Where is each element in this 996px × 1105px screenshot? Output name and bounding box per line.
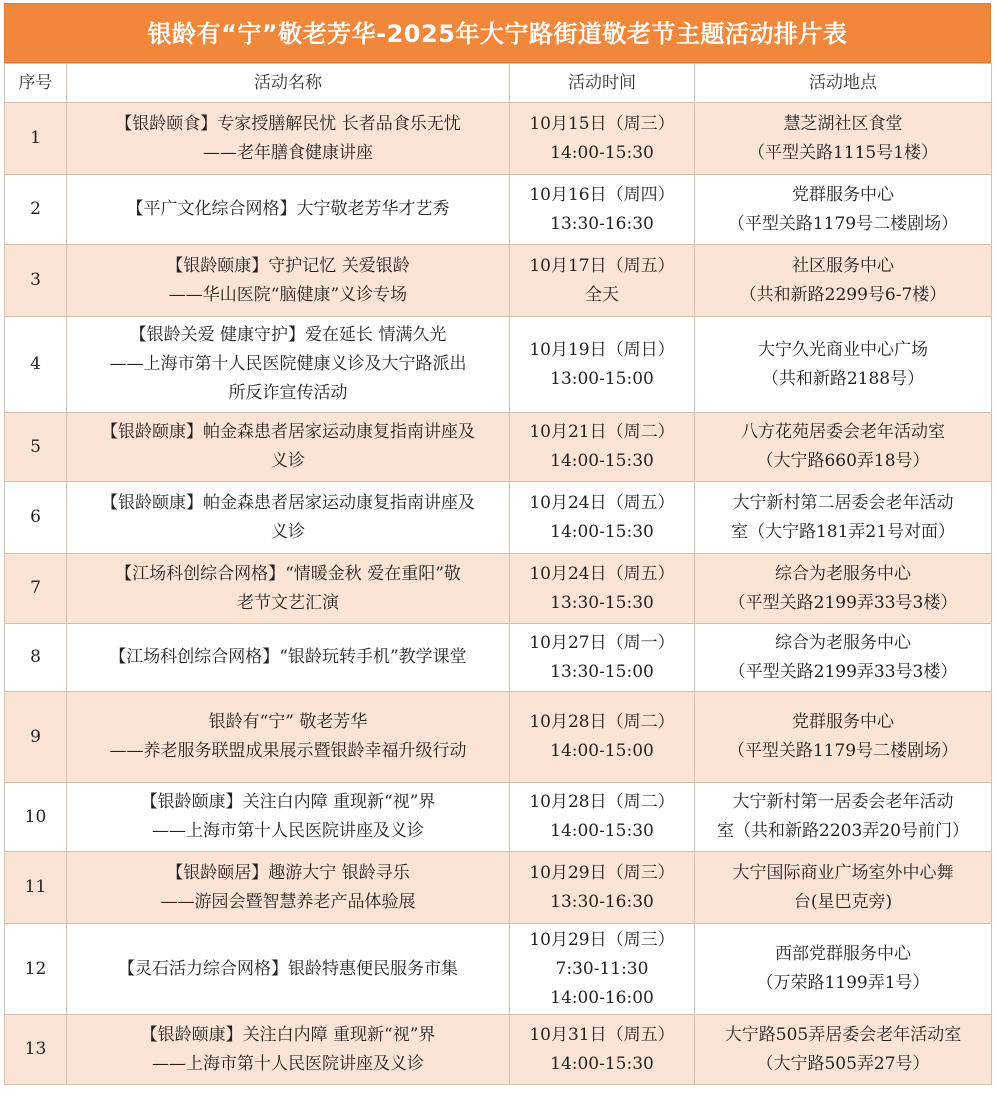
table-row — [5, 852, 992, 924]
activity-name-line: 【银龄颐居】趣游大宁 银龄寻乐 — [166, 862, 410, 883]
table-row — [5, 1015, 992, 1085]
activity-place-line: 综合为老服务中心 — [775, 563, 911, 584]
activity-time-line: 全天 — [585, 284, 619, 305]
activity-time-cell — [510, 692, 695, 783]
activity-name-line: 【银龄颐康】关注白内障 重现新“视”界 — [140, 792, 436, 812]
row-number: 1 — [5, 103, 67, 175]
activity-name-line: 银龄有“宁” 敬老芳华 — [208, 712, 368, 732]
activity-name-cell — [67, 692, 510, 783]
activity-time-line: 14:00-16:00 — [550, 987, 654, 1008]
activity-time-cell — [510, 783, 695, 852]
activity-time-cell — [510, 924, 695, 1015]
row-number: 2 — [5, 175, 67, 245]
activity-place-line: （万荣路1199弄1号） — [756, 973, 930, 993]
row-number: 6 — [5, 482, 67, 554]
activity-time-line: 14:00-15:30 — [550, 1053, 654, 1074]
activity-name-line: ——上海市第十人民医院讲座及义诊 — [152, 1053, 424, 1074]
activity-place-line: 台(星巴克旁) — [793, 891, 893, 912]
activity-name-line: 义诊 — [271, 451, 305, 471]
activity-place-cell — [695, 175, 992, 245]
activity-time-cell — [510, 175, 695, 245]
activity-time-line: 10月15日（周三） — [529, 113, 675, 134]
row-number: 11 — [5, 852, 67, 924]
table-row — [5, 245, 992, 317]
row-number: 3 — [5, 245, 67, 317]
row-number: 4 — [5, 317, 67, 413]
row-number: 13 — [5, 1015, 67, 1085]
activity-name-cell — [67, 245, 510, 317]
activity-place-line: （平型关路2199弄33号3楼） — [728, 661, 958, 682]
activity-time-line: 10月24日（周五） — [529, 492, 675, 513]
activity-place-cell — [695, 924, 992, 1015]
table-row — [5, 554, 992, 624]
activity-place-line: 综合为老服务中心 — [775, 632, 911, 653]
activity-time-line: 10月28日（周二） — [529, 712, 675, 732]
activity-time-line: 13:00-15:00 — [550, 368, 654, 389]
activity-name-line: ——游园会暨智慧养老产品体验展 — [160, 891, 416, 912]
table-row — [5, 692, 992, 783]
activity-time-line: 13:30-16:30 — [550, 891, 654, 912]
activity-name-cell — [67, 783, 510, 852]
activity-name-line: 【银龄颐康】守护记忆 关爱银龄 — [166, 255, 410, 276]
activity-name-line: ——上海市第十人民医院健康义诊及大宁路派出 — [109, 354, 467, 374]
table-row — [5, 317, 992, 413]
activity-place-line: 八方花苑居委会老年活动室 — [741, 422, 945, 442]
activity-place-cell — [695, 624, 992, 692]
activity-time-line: 14:00-15:30 — [550, 142, 654, 163]
table-row — [5, 175, 992, 245]
activity-place-line: 西部党群服务中心 — [775, 944, 911, 964]
activity-place-line: （平型关路1115号1楼） — [747, 142, 939, 163]
activity-name-cell — [67, 103, 510, 175]
activity-time-line: 13:30-16:30 — [550, 213, 654, 234]
activity-name-line: 【银龄颐康】帕金森患者居家运动康复指南讲座及 — [101, 492, 475, 513]
activity-time-cell — [510, 624, 695, 692]
activity-place-cell — [695, 554, 992, 624]
activity-place-cell — [695, 1015, 992, 1085]
activity-time-cell — [510, 554, 695, 624]
activity-name-cell — [67, 852, 510, 924]
activity-name-line: 【银龄颐康】帕金森患者居家运动康复指南讲座及 — [101, 422, 475, 442]
activity-place-cell — [695, 783, 992, 852]
activity-time-cell — [510, 317, 695, 413]
activity-place-line: （共和新路2299号6-7楼） — [739, 284, 947, 305]
activity-name-line: 老节文艺汇演 — [237, 592, 339, 613]
activity-place-line: （大宁路505弄27号） — [756, 1053, 930, 1074]
activity-name-line: 【银龄关爱 健康守护】爱在延长 情满久光 — [129, 325, 447, 345]
activity-name-line: 【江场科创综合网格】“银龄玩转手机”教学课堂 — [109, 647, 467, 667]
table-row — [5, 624, 992, 692]
activity-name-cell — [67, 924, 510, 1015]
activity-name-line: ——养老服务联盟成果展示暨银龄幸福升级行动 — [109, 741, 467, 761]
activity-name-line: 【灵石活力综合网格】银龄特惠便民服务市集 — [118, 958, 458, 979]
activity-time-line: 10月27日（周一） — [529, 632, 675, 653]
activity-place-line: 党群服务中心 — [792, 184, 894, 205]
activity-time-cell — [510, 103, 695, 175]
activity-place-line: 慧芝湖社区食堂 — [783, 113, 903, 134]
table-row — [5, 924, 992, 1015]
activity-time-line: 14:00-15:30 — [550, 821, 654, 841]
activity-name-cell — [67, 482, 510, 554]
row-number: 8 — [5, 624, 67, 692]
activity-place-cell — [695, 852, 992, 924]
activity-time-line: 13:30-15:00 — [550, 661, 654, 682]
row-number: 10 — [5, 783, 67, 852]
activity-time-line: 10月29日（周三） — [529, 929, 675, 950]
schedule-table — [4, 63, 992, 1085]
activity-place-cell — [695, 103, 992, 175]
activity-place-line: 党群服务中心 — [792, 712, 894, 732]
activity-place-line: （平型关路2199弄33号3楼） — [728, 592, 958, 613]
activity-name-cell — [67, 554, 510, 624]
activity-time-line: 10月16日（周四） — [529, 184, 675, 205]
activity-time-cell — [510, 852, 695, 924]
activity-name-line: 所反诈宣传活动 — [228, 383, 348, 403]
activity-name-line: ——老年膳食健康讲座 — [203, 142, 373, 163]
table-row — [5, 482, 992, 554]
activity-name-cell — [67, 1015, 510, 1085]
activity-place-cell — [695, 317, 992, 413]
activity-place-line: 大宁路505弄居委会老年活动室 — [724, 1024, 962, 1045]
header-name: 活动名称 — [67, 64, 510, 103]
activity-name-line: 义诊 — [271, 521, 305, 542]
activity-time-line: 10月28日（周二） — [529, 792, 675, 812]
table-header-row — [5, 64, 992, 103]
header-no: 序号 — [5, 64, 67, 103]
header-place: 活动地点 — [695, 64, 992, 103]
activity-name-line: ——华山医院“脑健康”义诊专场 — [168, 284, 408, 305]
activity-name-cell — [67, 413, 510, 482]
activity-place-line: 大宁国际商业广场室外中心舞 — [732, 862, 954, 883]
header-time: 活动时间 — [510, 64, 695, 103]
activity-time-cell — [510, 413, 695, 482]
activity-time-line: 10月21日（周二） — [529, 422, 675, 442]
activity-place-line: （共和新路2188号） — [761, 368, 925, 389]
activity-place-line: 大宁久光商业中心广场 — [758, 339, 928, 360]
activity-name-cell — [67, 317, 510, 413]
activity-time-line: 14:00-15:30 — [550, 451, 654, 471]
activity-time-cell — [510, 1015, 695, 1085]
activity-place-line: 室（大宁路181弄21号对面） — [730, 521, 956, 542]
activity-place-line: （大宁路660弄18号） — [756, 451, 930, 471]
table-row — [5, 783, 992, 852]
activity-place-cell — [695, 482, 992, 554]
activity-time-line: 10月19日（周日） — [529, 339, 675, 360]
row-number: 5 — [5, 413, 67, 482]
activity-name-cell — [67, 175, 510, 245]
activity-place-line: 室（共和新路2203弄20号前门） — [717, 821, 969, 841]
activity-time-cell — [510, 482, 695, 554]
activity-name-line: ——上海市第十人民医院讲座及义诊 — [152, 821, 424, 841]
row-number: 12 — [5, 924, 67, 1015]
activity-time-line: 10月24日（周五） — [529, 563, 675, 584]
schedule-document — [4, 3, 991, 1101]
activity-time-line: 14:00-15:30 — [550, 521, 654, 542]
activity-place-cell — [695, 245, 992, 317]
activity-place-line: 大宁新村第二居委会老年活动 — [732, 492, 954, 513]
activity-time-line: 7:30-11:30 — [555, 958, 649, 979]
activity-time-line: 10月29日（周三） — [529, 862, 675, 883]
activity-name-line: 【银龄颐康】关注白内障 重现新“视”界 — [140, 1024, 436, 1045]
row-number: 7 — [5, 554, 67, 624]
row-number: 9 — [5, 692, 67, 783]
activity-name-line: 【江场科创综合网格】“情暖金秋 爱在重阳”敬 — [115, 563, 461, 584]
table-row — [5, 413, 992, 482]
activity-place-line: （平型关路1179号二楼剧场） — [727, 213, 959, 234]
activity-name-cell — [67, 624, 510, 692]
activity-time-cell — [510, 245, 695, 317]
activity-time-line: 10月17日（周五） — [529, 255, 675, 276]
activity-time-line: 14:00-15:00 — [550, 741, 654, 761]
activity-name-line: 【银龄颐食】专家授膳解民忧 长者品食乐无忧 — [115, 113, 461, 134]
activity-time-line: 10月31日（周五） — [529, 1024, 675, 1045]
activity-name-line: 【平广文化综合网格】大宁敬老芳华才艺秀 — [126, 199, 450, 219]
activity-time-line: 13:30-15:30 — [550, 592, 654, 613]
activity-place-line: 社区服务中心 — [792, 255, 894, 276]
activity-place-cell — [695, 692, 992, 783]
activity-place-line: 大宁新村第一居委会老年活动 — [732, 792, 954, 812]
activity-place-line: （平型关路1179号二楼剧场） — [727, 741, 959, 761]
page-title: 银龄有“宁”敬老芳华-2025年大宁路街道敬老节主题活动排片表 — [4, 3, 991, 63]
table-row — [5, 103, 992, 175]
activity-place-cell — [695, 413, 992, 482]
